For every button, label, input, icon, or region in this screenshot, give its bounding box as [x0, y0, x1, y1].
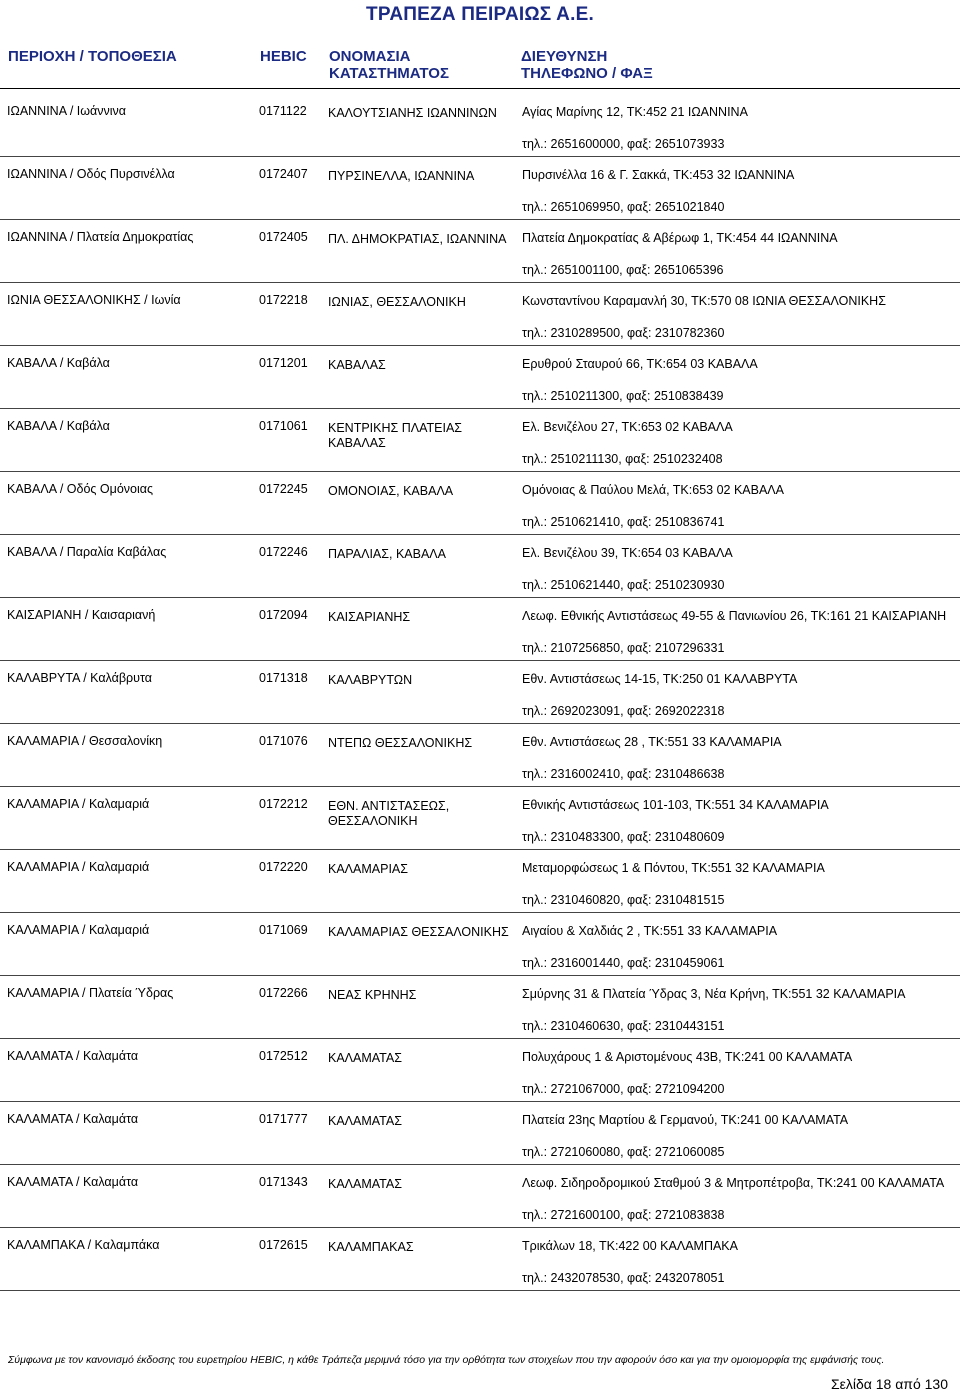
branch-area: ΚΑΒΑΛΑ / Οδός Ομόνοιας [7, 482, 154, 496]
branch-address: Εθν. Αντιστάσεως 14-15, ΤΚ:250 01 ΚΑΛΑΒΡΥΤΑ [522, 672, 798, 686]
branch-area: ΙΩΑΝΝΙΝΑ / Ιωάννινα [7, 104, 126, 118]
page-number: Σελίδα 18 από 130 [830, 1376, 948, 1392]
branch-address: Μεταμορφώσεως 1 & Πόντου, ΤΚ:551 32 ΚΑΛΑΜΑΡΙΑ [522, 861, 825, 875]
branch-phone: τηλ.: 2316002410, φαξ: 2310486638 [522, 767, 725, 781]
branch-name: ΚΑΛΑΜΠΑΚΑΣ [328, 1240, 414, 1254]
branch-name: ΚΕΝΤΡΙΚΗΣ ΠΛΑΤΕΙΑΣ ΚΑΒΑΛΑΣ [328, 421, 463, 450]
branch-phone: τηλ.: 2692023091, φαξ: 2692022318 [522, 704, 725, 718]
table-row [0, 157, 960, 220]
branch-address: Αιγαίου & Χαλδιάς 2 , ΤΚ:551 33 ΚΑΛΑΜΑΡΙΑ [522, 924, 778, 938]
branch-name: ΟΜΟΝΟΙΑΣ, ΚΑΒΑΛΑ [328, 484, 454, 498]
document-title: ΤΡΑΠΕΖΑ ΠΕΙΡΑΙΩΣ Α.Ε. [366, 4, 594, 25]
branch-phone: τηλ.: 2310460630, φαξ: 2310443151 [522, 1019, 725, 1033]
branch-hebic: 0172094 [259, 608, 308, 622]
branch-hebic: 0171201 [259, 356, 308, 370]
branch-name: ΕΘΝ. ΑΝΤΙΣΤΑΣΕΩΣ, ΘΕΣΣΑΛΟΝΙΚΗ [328, 799, 450, 828]
branch-area: ΚΑΛΑΜΑΡΙΑ / Καλαμαριά [7, 797, 150, 811]
branch-address: Αγίας Μαρίνης 12, ΤΚ:452 21 ΙΩΑΝΝΙΝΑ [522, 105, 748, 119]
branch-name: ΚΑΛΑΜΑΤΑΣ [328, 1177, 402, 1191]
branch-address: Ερυθρού Σταυρού 66, ΤΚ:654 03 ΚΑΒΑΛΑ [522, 357, 758, 371]
table-row [0, 409, 960, 472]
header-address-line1: ΔΙΕΥΘΥΝΣΗ [521, 48, 608, 65]
branch-address: Ελ. Βενιζέλου 27, ΤΚ:653 02 ΚΑΒΑΛΑ [522, 420, 733, 434]
table-row [0, 1102, 960, 1165]
branch-area: ΚΑΛΑΜΑΡΙΑ / Καλαμαριά [7, 860, 150, 874]
branch-area: ΚΑΛΑΜΠΑΚΑ / Καλαμπάκα [7, 1238, 160, 1252]
table-row [0, 913, 960, 976]
header-address-line2: ΤΗΛΕΦΩΝΟ / ΦΑΞ [521, 65, 653, 82]
branch-address: Ελ. Βενιζέλου 39, ΤΚ:654 03 ΚΑΒΑΛΑ [522, 546, 733, 560]
table-row [0, 1165, 960, 1228]
table-row [0, 94, 960, 157]
branch-address: Πλατεία 23ης Μαρτίου & Γερμανού, ΤΚ:241 00 ΚΑΛΑΜΑΤΑ [522, 1113, 849, 1127]
branch-name: ΠΥΡΣΙΝΕΛΛΑ, ΙΩΑΝΝΙΝΑ [328, 169, 475, 183]
branch-name: ΚΑΛΑΜΑΤΑΣ [328, 1051, 402, 1065]
branch-area: ΚΑΛΑΜΑΡΙΑ / Θεσσαλονίκη [7, 734, 163, 748]
branch-phone: τηλ.: 2510621440, φαξ: 2510230930 [522, 578, 725, 592]
footnote: Σύμφωνα με τον κανονισμό έκδοσης του ευρετηρίου HEBIC, η κάθε Τράπεζα μεριμνά τόσο για την ορθότητα των στοιχείων που την αφορούν όσο και για την ομοιομορφία της εμφάνισής τους. [8, 1354, 885, 1366]
branch-name: ΠΛ. ΔΗΜΟΚΡΑΤΙΑΣ, ΙΩΑΝΝΙΝΑ [328, 232, 507, 246]
header-branch-name-line2: ΚΑΤΑΣΤΗΜΑΤΟΣ [329, 65, 449, 82]
branch-name: ΙΩΝΙΑΣ, ΘΕΣΣΑΛΟΝΙΚΗ [328, 295, 466, 309]
branch-phone: τηλ.: 2510621410, φαξ: 2510836741 [522, 515, 725, 529]
branch-hebic: 0172246 [259, 545, 308, 559]
branch-area: ΚΑΛΑΒΡΥΤΑ / Καλάβρυτα [7, 671, 152, 685]
branch-area: ΚΑΒΑΛΑ / Παραλία Καβάλας [7, 545, 167, 559]
header-area: ΠΕΡΙΟΧΗ / ΤΟΠΟΘΕΣΙΑ [8, 48, 177, 65]
branch-hebic: 0171076 [259, 734, 308, 748]
table-row [0, 724, 960, 787]
table-row [0, 1228, 960, 1291]
table-row [0, 976, 960, 1039]
table-row [0, 1039, 960, 1102]
branch-name: ΚΑΛΑΒΡΥΤΩΝ [328, 673, 413, 687]
table-row [0, 346, 960, 409]
branch-table [0, 94, 960, 1291]
table-row [0, 598, 960, 661]
branch-hebic: 0172266 [259, 986, 308, 1000]
branch-phone: τηλ.: 2432078530, φαξ: 2432078051 [522, 1271, 725, 1285]
branch-hebic: 0172212 [259, 797, 308, 811]
branch-address: Πλατεία Δημοκρατίας & Αβέρωφ 1, ΤΚ:454 44 ΙΩΑΝΝΙΝΑ [522, 231, 838, 245]
branch-name: ΚΑΛΑΜΑΡΙΑΣ [328, 862, 408, 876]
branch-hebic: 0172220 [259, 860, 308, 874]
table-row [0, 850, 960, 913]
branch-area: ΚΑΛΑΜΑΤΑ / Καλαμάτα [7, 1112, 139, 1126]
branch-name: ΚΑΛΑΜΑΡΙΑΣ ΘΕΣΣΑΛΟΝΙΚΗΣ [328, 925, 509, 939]
branch-phone: τηλ.: 2107256850, φαξ: 2107296331 [522, 641, 725, 655]
branch-hebic: 0171343 [259, 1175, 308, 1189]
table-row [0, 283, 960, 346]
branch-address: Κωνσταντίνου Καραμανλή 30, ΤΚ:570 08 ΙΩΝΙΑ ΘΕΣΣΑΛΟΝΙΚΗΣ [522, 294, 886, 308]
branch-name: ΚΑΛΟΥΤΣΙΑΝΗΣ ΙΩΑΝΝΙΝΩΝ [328, 106, 497, 120]
branch-hebic: 0171318 [259, 671, 308, 685]
branch-area: ΚΑΒΑΛΑ / Καβάλα [7, 356, 110, 370]
branch-area: ΙΩΑΝΝΙΝΑ / Οδός Πυρσινέλλα [7, 167, 175, 181]
branch-phone: τηλ.: 2651001100, φαξ: 2651065396 [522, 263, 724, 277]
branch-phone: τηλ.: 2651600000, φαξ: 2651073933 [522, 137, 725, 151]
branch-phone: τηλ.: 2310460820, φαξ: 2310481515 [522, 893, 725, 907]
branch-hebic: 0172218 [259, 293, 308, 307]
branch-phone: τηλ.: 2721067000, φαξ: 2721094200 [522, 1082, 725, 1096]
branch-phone: τηλ.: 2310289500, φαξ: 2310782360 [522, 326, 725, 340]
branch-hebic: 0172512 [259, 1049, 308, 1063]
branch-area: ΚΑΒΑΛΑ / Καβάλα [7, 419, 110, 433]
branch-area: ΚΑΙΣΑΡΙΑΝΗ / Καισαριανή [7, 608, 156, 622]
branch-address: Πυρσινέλλα 16 & Γ. Σακκά, ΤΚ:453 32 ΙΩΑΝΝΙΝΑ [522, 168, 795, 182]
header-rule [0, 88, 960, 89]
branch-hebic: 0171777 [259, 1112, 308, 1126]
branch-hebic: 0172405 [259, 230, 308, 244]
header-branch-name [329, 48, 449, 82]
branch-hebic: 0172245 [259, 482, 308, 496]
branch-phone: τηλ.: 2510211130, φαξ: 2510232408 [522, 452, 723, 466]
branch-hebic: 0171069 [259, 923, 308, 937]
branch-phone: τηλ.: 2316001440, φαξ: 2310459061 [522, 956, 725, 970]
table-row [0, 787, 960, 850]
branch-name: ΝΕΑΣ ΚΡΗΝΗΣ [328, 988, 417, 1002]
branch-hebic: 0172615 [259, 1238, 308, 1252]
branch-phone: τηλ.: 2310483300, φαξ: 2310480609 [522, 830, 725, 844]
branch-address: Σμύρνης 31 & Πλατεία Ύδρας 3, Νέα Κρήνη, ΤΚ:551 32 ΚΑΛΑΜΑΡΙΑ [522, 987, 906, 1001]
table-row [0, 661, 960, 724]
branch-phone: τηλ.: 2510211300, φαξ: 2510838439 [522, 389, 724, 403]
branch-hebic: 0171122 [259, 104, 307, 118]
branch-phone: τηλ.: 2651069950, φαξ: 2651021840 [522, 200, 725, 214]
branch-address: Ομόνοιας & Παύλου Μελά, ΤΚ:653 02 ΚΑΒΑΛΑ [522, 483, 784, 497]
branch-name: ΚΑΙΣΑΡΙΑΝΗΣ [328, 610, 411, 624]
header-address [521, 48, 653, 82]
branch-hebic: 0172407 [259, 167, 308, 181]
header-branch-name-line1: ΟΝΟΜΑΣΙΑ [329, 48, 411, 65]
branch-address: Πολυχάρους 1 & Αριστομένους 43Β, ΤΚ:241 00 ΚΑΛΑΜΑΤΑ [522, 1050, 853, 1064]
branch-name: ΚΑΒΑΛΑΣ [328, 358, 386, 372]
branch-area: ΙΩΝΙΑ ΘΕΣΣΑΛΟΝΙΚΗΣ / Ιωνία [7, 293, 181, 307]
branch-address: Λεωφ. Εθνικής Αντιστάσεως 49-55 & Πανιωνίου 26, ΤΚ:161 21 ΚΑΙΣΑΡΙΑΝΗ [522, 609, 947, 623]
table-row [0, 535, 960, 598]
branch-area: ΚΑΛΑΜΑΡΙΑ / Πλατεία Ύδρας [7, 986, 174, 1000]
branch-hebic: 0171061 [259, 419, 308, 433]
branch-area: ΙΩΑΝΝΙΝΑ / Πλατεία Δημοκρατίας [7, 230, 194, 244]
branch-address: Εθν. Αντιστάσεως 28 , ΤΚ:551 33 ΚΑΛΑΜΑΡΙΑ [522, 735, 782, 749]
branch-area: ΚΑΛΑΜΑΤΑ / Καλαμάτα [7, 1049, 139, 1063]
branch-name: ΠΑΡΑΛΙΑΣ, ΚΑΒΑΛΑ [328, 547, 446, 561]
header-hebic: HEBIC [260, 48, 307, 65]
branch-address: Λεωφ. Σιδηροδρομικού Σταθμού 3 & Μητροπέτροβα, ΤΚ:241 00 ΚΑΛΑΜΑΤΑ [522, 1176, 945, 1190]
branch-area: ΚΑΛΑΜΑΡΙΑ / Καλαμαριά [7, 923, 150, 937]
table-row [0, 220, 960, 283]
branch-area: ΚΑΛΑΜΑΤΑ / Καλαμάτα [7, 1175, 139, 1189]
branch-address: Εθνικής Αντιστάσεως 101-103, ΤΚ:551 34 ΚΑΛΑΜΑΡΙΑ [522, 798, 829, 812]
branch-phone: τηλ.: 2721600100, φαξ: 2721083838 [522, 1208, 725, 1222]
branch-name: ΚΑΛΑΜΑΤΑΣ [328, 1114, 402, 1128]
branch-address: Τρικάλων 18, ΤΚ:422 00 ΚΑΛΑΜΠΑΚΑ [522, 1239, 738, 1253]
branch-phone: τηλ.: 2721060080, φαξ: 2721060085 [522, 1145, 725, 1159]
table-row [0, 472, 960, 535]
branch-name: ΝΤΕΠΩ ΘΕΣΣΑΛΟΝΙΚΗΣ [328, 736, 473, 750]
